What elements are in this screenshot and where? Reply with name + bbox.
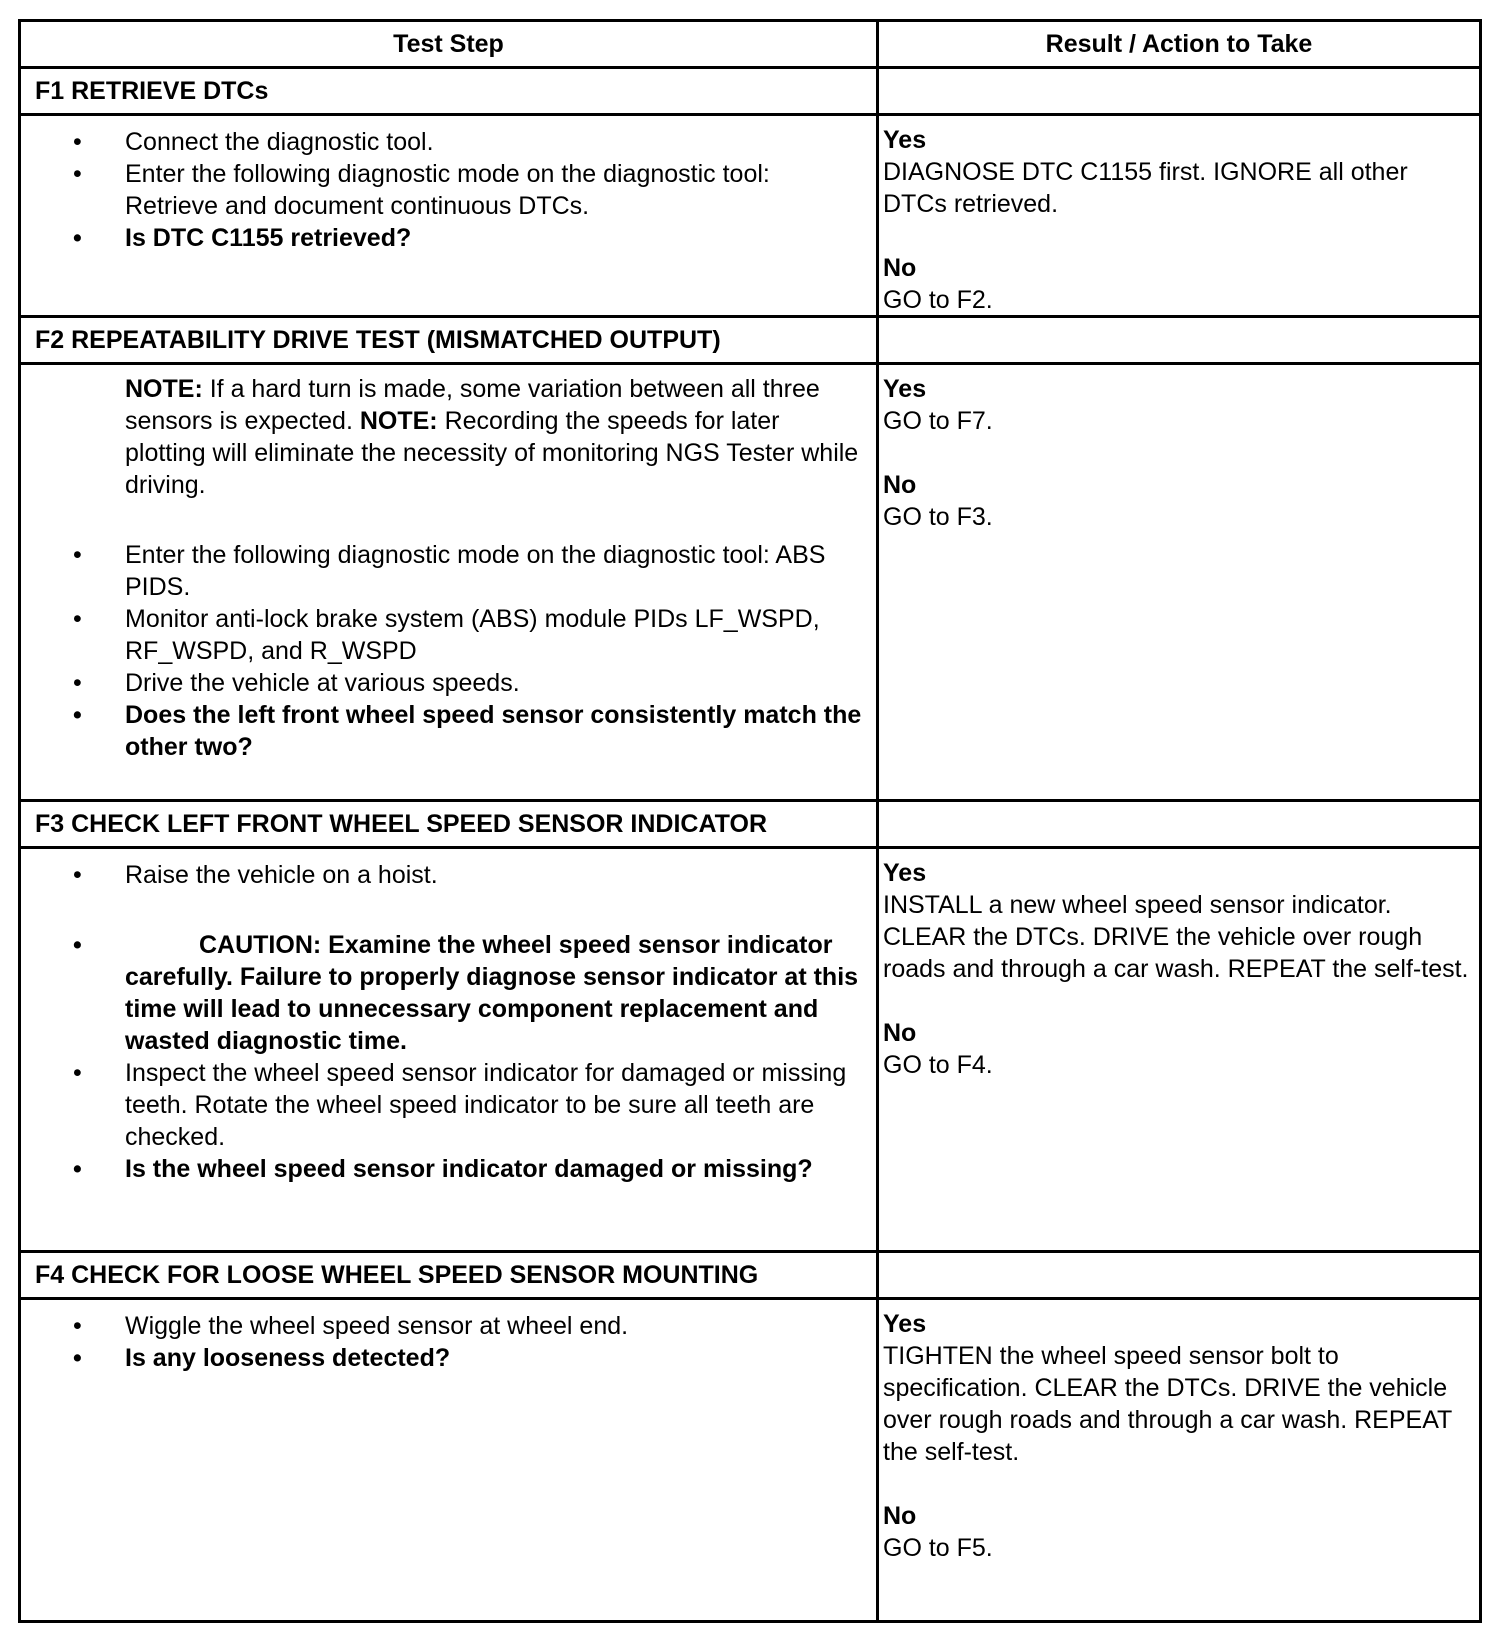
note-text: Recording the speeds for later plotting will eliminate the necessity of monitoring NGS Tester while driving. bbox=[125, 407, 859, 499]
step-question: • Does the left front wheel speed sensor consistently match the other two? bbox=[21, 699, 876, 763]
note-label: NOTE: bbox=[125, 375, 203, 403]
column-divider bbox=[876, 116, 879, 315]
section-body-row-f3 bbox=[21, 846, 1479, 1250]
note-text: If a hard turn is made, some variation between all three sensors is expected. bbox=[125, 375, 820, 435]
caution-item bbox=[21, 929, 876, 1057]
yes-action: GO to F7. bbox=[883, 407, 993, 435]
section-body-row-f1 bbox=[21, 113, 1479, 315]
note-block bbox=[21, 373, 876, 501]
step-question: • Is any looseness detected? bbox=[21, 1342, 876, 1374]
result-cell bbox=[883, 373, 1475, 533]
step-question: • Is DTC C1155 retrieved? bbox=[21, 222, 876, 254]
test-step-cell bbox=[21, 859, 876, 1185]
step-item: • Monitor anti-lock brake system (ABS) module PIDs LF_WSPD, RF_WSPD, and R_WSPD bbox=[21, 603, 876, 667]
section-title: F1 RETRIEVE DTCs bbox=[35, 77, 269, 105]
no-action: GO to F4. bbox=[883, 1051, 993, 1079]
result-cell bbox=[883, 124, 1475, 316]
no-label: No bbox=[883, 254, 917, 282]
column-divider bbox=[876, 1300, 879, 1620]
no-label: No bbox=[883, 1502, 917, 1530]
no-label: No bbox=[883, 471, 917, 499]
column-divider bbox=[876, 22, 879, 66]
no-action: GO to F5. bbox=[883, 1534, 993, 1562]
yes-label: Yes bbox=[883, 1310, 927, 1338]
column-divider bbox=[876, 318, 879, 362]
step-item: • Drive the vehicle at various speeds. bbox=[21, 667, 876, 699]
result-cell bbox=[883, 1308, 1475, 1564]
step-question: • Is the wheel speed sensor indicator damaged or missing? bbox=[21, 1153, 876, 1185]
section-body-row-f2 bbox=[21, 362, 1479, 799]
column-divider bbox=[876, 802, 879, 846]
column-divider bbox=[876, 849, 879, 1250]
test-step-cell bbox=[21, 373, 876, 763]
no-label: No bbox=[883, 1019, 917, 1047]
column-divider bbox=[876, 69, 879, 113]
section-title: F3 CHECK LEFT FRONT WHEEL SPEED SENSOR INDICATOR bbox=[35, 810, 767, 838]
diagnostic-table bbox=[18, 19, 1482, 1623]
section-title: F2 REPEATABILITY DRIVE TEST (MISMATCHED OUTPUT) bbox=[35, 326, 721, 354]
test-step-cell bbox=[21, 1310, 876, 1374]
section-title-row-f3 bbox=[21, 799, 1479, 846]
note-label: NOTE: bbox=[359, 407, 438, 435]
step-item: • Enter the following diagnostic mode on the diagnostic tool: Retrieve and document continuous DTCs. bbox=[21, 158, 876, 222]
step-item: • Raise the vehicle on a hoist. bbox=[21, 859, 876, 891]
step-item: • Connect the diagnostic tool. bbox=[21, 126, 876, 158]
section-title-row-f2 bbox=[21, 315, 1479, 362]
section-title-row-f4 bbox=[21, 1250, 1479, 1297]
yes-action: TIGHTEN the wheel speed sensor bolt to specification. CLEAR the DTCs. DRIVE the vehicle over rough roads and through a car wash. REPEAT the self-test. bbox=[883, 1342, 1452, 1466]
section-title-row-f1 bbox=[21, 66, 1479, 113]
column-header-test-step: Test Step bbox=[393, 30, 504, 58]
yes-label: Yes bbox=[883, 859, 927, 887]
column-divider bbox=[876, 1253, 879, 1297]
no-action: GO to F3. bbox=[883, 503, 993, 531]
section-body-row-f4 bbox=[21, 1297, 1479, 1620]
no-action: GO to F2. bbox=[883, 286, 993, 314]
yes-action: INSTALL a new wheel speed sensor indicator. CLEAR the DTCs. DRIVE the vehicle over rough roads and through a car wash. REPEAT the self-test. bbox=[883, 891, 1469, 983]
table-header-row bbox=[21, 22, 1479, 66]
section-title: F4 CHECK FOR LOOSE WHEEL SPEED SENSOR MOUNTING bbox=[35, 1261, 759, 1289]
column-divider bbox=[876, 365, 879, 799]
column-header-result: Result / Action to Take bbox=[1045, 30, 1313, 58]
test-step-cell bbox=[21, 126, 876, 254]
step-item: • Wiggle the wheel speed sensor at wheel end. bbox=[21, 1310, 876, 1342]
step-item: • Inspect the wheel speed sensor indicator for damaged or missing teeth. Rotate the wheel speed indicator to be sure all teeth are checked. bbox=[21, 1057, 876, 1153]
yes-label: Yes bbox=[883, 375, 927, 403]
step-item: • Enter the following diagnostic mode on the diagnostic tool: ABS PIDS. bbox=[21, 539, 876, 603]
caution-text: CAUTION: Examine the wheel speed sensor indicator carefully. Failure to properly diagnose sensor indicator at this time will lead to unnecessary component replacement and wasted diagnostic time. bbox=[125, 931, 859, 1055]
yes-action: DIAGNOSE DTC C1155 first. IGNORE all other DTCs retrieved. bbox=[883, 158, 1408, 218]
result-cell bbox=[883, 857, 1475, 1081]
yes-label: Yes bbox=[883, 126, 927, 154]
